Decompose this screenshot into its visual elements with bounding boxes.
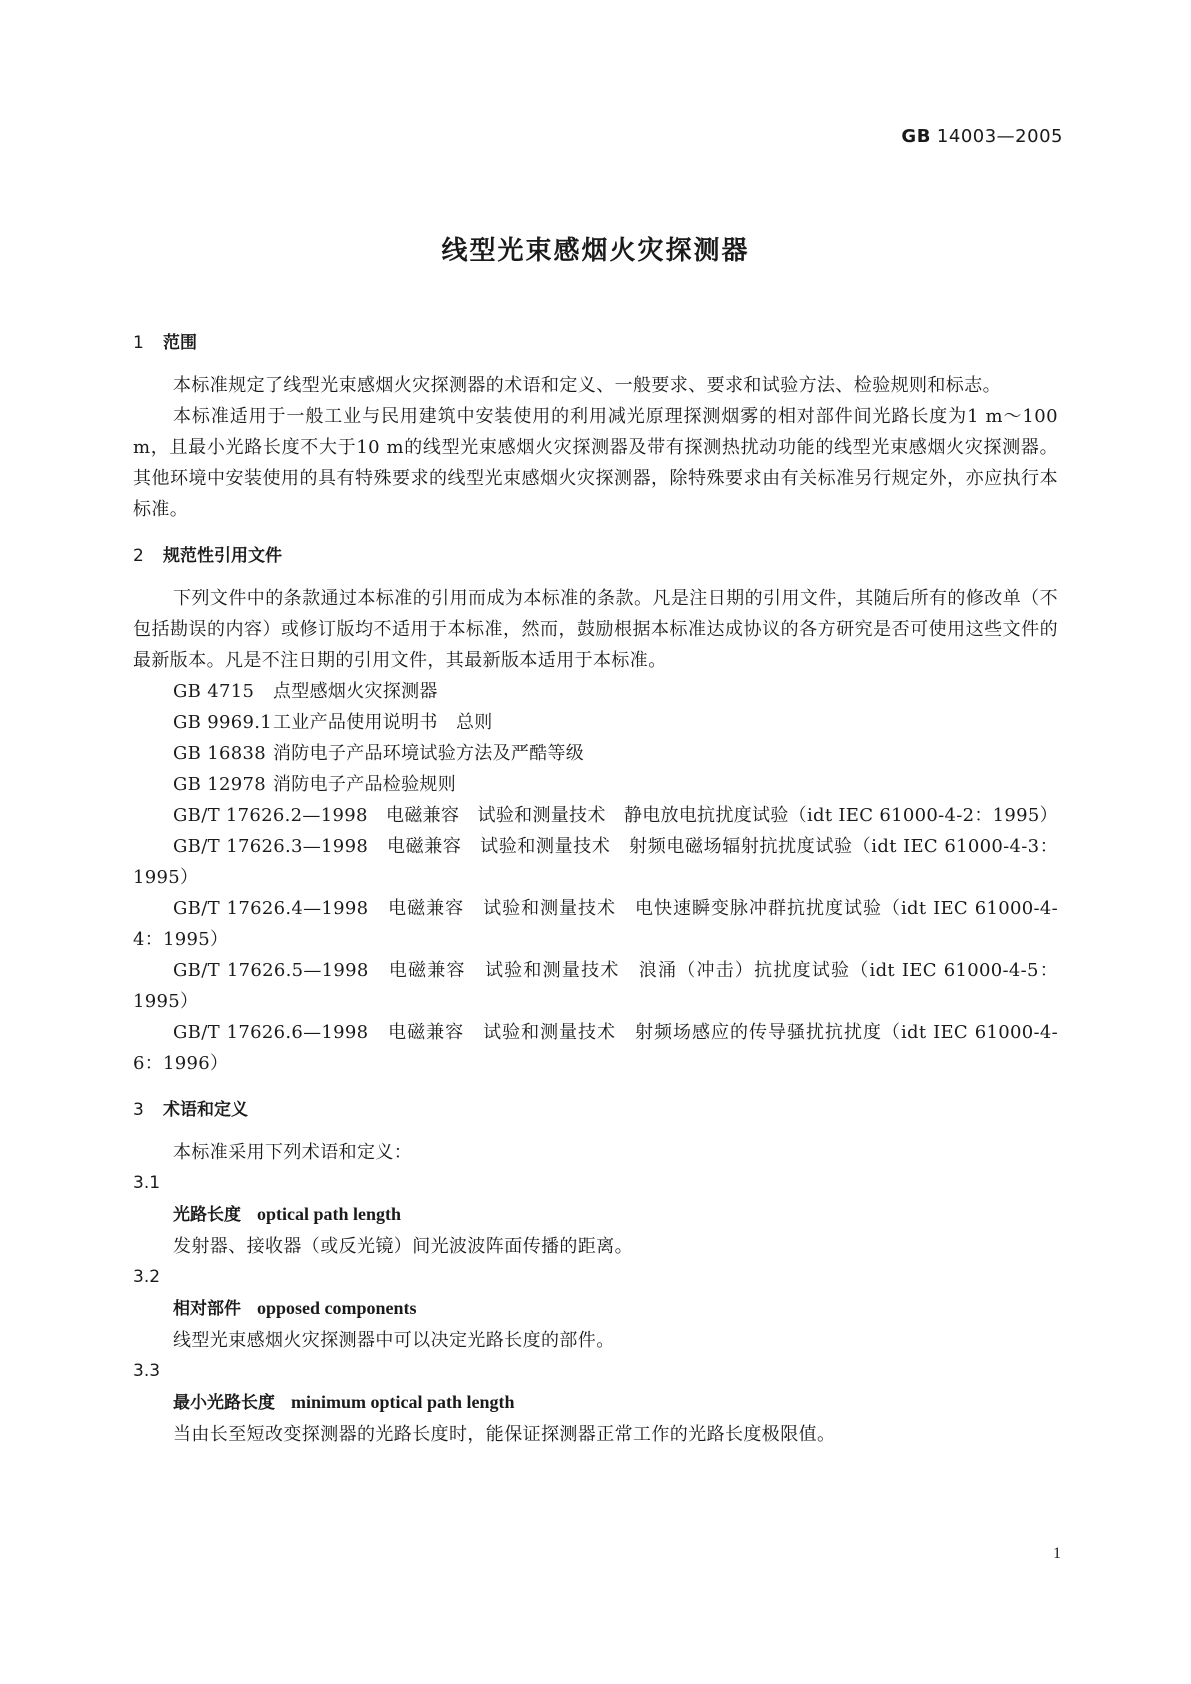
reference-code: GB 4715	[173, 681, 255, 702]
reference-item-long: GB/T 17626.5—1998 电磁兼容 试验和测量技术 浪涌（冲击）抗扰度试验（idt IEC 61000-4-5：1995）	[133, 960, 1058, 1012]
section-3-heading	[133, 1093, 1058, 1127]
reference-code: GB 16838	[173, 743, 266, 764]
reference-item	[133, 676, 1058, 707]
reference-name: 工业产品使用说明书 总则	[273, 712, 493, 733]
paragraph: 本标准采用下列术语和定义：	[173, 1142, 413, 1163]
reference-item-long: GB/T 17626.4—1998 电磁兼容 试验和测量技术 电快速瞬变脉冲群抗扰度试验（idt IEC 61000-4-4：1995）	[133, 898, 1058, 950]
term-en: optical path length	[257, 1204, 402, 1224]
reference-item	[133, 738, 1058, 769]
term-zh: 光路长度	[173, 1205, 241, 1225]
reference-name: 消防电子产品环境试验方法及严酷等级	[273, 743, 585, 764]
reference-name: 点型感烟火灾探测器	[273, 681, 438, 702]
reference-item-long: GB/T 17626.3—1998 电磁兼容 试验和测量技术 射频电磁场辐射抗扰度试验（idt IEC 61000-4-3：1995）	[133, 836, 1058, 888]
term-number: 3.2	[133, 1267, 161, 1287]
term-en: minimum optical path length	[291, 1392, 515, 1412]
term-definition: 线型光束感烟火灾探测器中可以决定光路长度的部件。	[173, 1330, 615, 1351]
section-2-heading	[133, 539, 1058, 573]
term-zh: 相对部件	[173, 1299, 241, 1319]
section-1-heading	[133, 326, 1058, 360]
term-entry	[133, 1293, 1058, 1325]
page-number: 1	[1053, 1545, 1061, 1562]
document-body	[133, 326, 1058, 1450]
term-number: 3.3	[133, 1361, 161, 1381]
standard-code	[901, 126, 1063, 147]
term-en: opposed components	[257, 1298, 417, 1318]
section-title: 规范性引用文件	[163, 546, 282, 566]
term-entry	[133, 1199, 1058, 1231]
section-title: 术语和定义	[163, 1100, 248, 1120]
term-number: 3.1	[133, 1173, 161, 1193]
reference-item-long: GB/T 17626.2—1998 电磁兼容 试验和测量技术 静电放电抗扰度试验（idt IEC 61000-4-2：1995）	[173, 805, 1058, 826]
term-zh: 最小光路长度	[173, 1393, 275, 1413]
paragraph: 本标准适用于一般工业与民用建筑中安装使用的利用减光原理探测烟雾的相对部件间光路长度为1 m～100 m，且最小光路长度不大于10 m的线型光束感烟火灾探测器及带有探测热扰动功能的线型光束感烟火灾探测器。其他环境中安装使用的具有特殊要求的线型光束感烟火灾探测器，除特殊要求由有关标准另行规定外，亦应执行本标准。	[133, 406, 1058, 520]
standard-number: 14003—2005	[936, 126, 1063, 147]
section-number: 1	[133, 333, 144, 353]
term-definition: 当由长至短改变探测器的光路长度时，能保证探测器正常工作的光路长度极限值。	[173, 1424, 836, 1445]
section-number: 2	[133, 546, 144, 566]
reference-item	[133, 707, 1058, 738]
reference-code: GB 12978	[173, 774, 266, 795]
section-number: 3	[133, 1100, 144, 1120]
reference-item	[133, 769, 1058, 800]
reference-name: 消防电子产品检验规则	[273, 774, 456, 795]
term-definition: 发射器、接收器（或反光镜）间光波波阵面传播的距离。	[173, 1236, 633, 1257]
section-title: 范围	[163, 333, 197, 353]
term-entry	[133, 1387, 1058, 1419]
document-title: 线型光束感烟火灾探测器	[441, 236, 750, 266]
paragraph: 下列文件中的条款通过本标准的引用而成为本标准的条款。凡是注日期的引用文件，其随后所有的修改单（不包括勘误的内容）或修订版均不适用于本标准，然而，鼓励根据本标准达成协议的各方研究是否可使用这些文件的最新版本。凡是不注日期的引用文件，其最新版本适用于本标准。	[133, 588, 1058, 671]
reference-code: GB 9969.1	[173, 712, 273, 733]
paragraph: 本标准规定了线型光束感烟火灾探测器的术语和定义、一般要求、要求和试验方法、检验规则和标志。	[173, 375, 1001, 396]
standard-prefix: GB	[901, 126, 931, 147]
reference-item-long: GB/T 17626.6—1998 电磁兼容 试验和测量技术 射频场感应的传导骚扰抗扰度（idt IEC 61000-4-6：1996）	[133, 1022, 1058, 1074]
